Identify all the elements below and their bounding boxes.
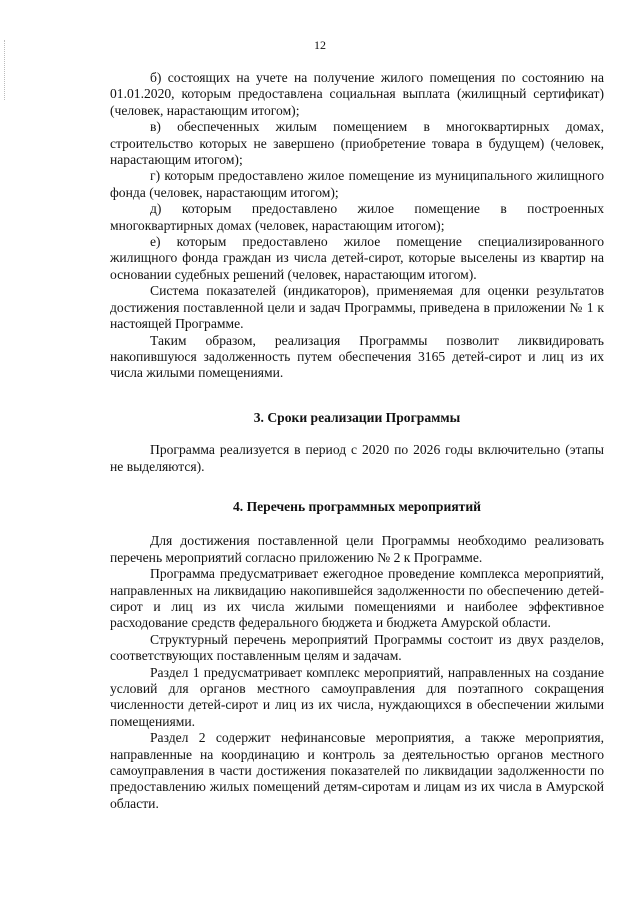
document-body (110, 70, 604, 812)
section-4-paragraph-4: Раздел 1 предусматривает комплекс мероприятий, направленных на создание условий для органов местного самоуправления для поэтапного сокращения численности детей-сирот и лиц из их числа, нуждающихся в обеспечении жилыми помещениями. (110, 664, 604, 729)
page-number: 12 (314, 38, 326, 52)
section-3-text: Программа реализуется в период с 2020 по 2026 годы включительно (этапы не выделяются). (110, 442, 604, 474)
section-4-paragraph-5: Раздел 2 содержит нефинансовые мероприятия, а также мероприятия, направленные на координацию и контроль за деятельностью органов местного самоуправления в части достижения показателей по ликвидации задолженности по предоставлению жилых помещений детям-сиротам и лицам из их числа в Амурской области. (110, 730, 604, 811)
section-4-paragraph-3: Структурный перечень мероприятий Программы состоит из двух разделов, соответствующих поставленным целям и задачам. (110, 631, 604, 664)
paragraph-v: в) обеспеченных жилым помещением в многоквартирных домах, строительство которых не завершено (приобретение товара в будущем) (человек, нарастающим итогом); (110, 119, 604, 168)
section-4-paragraph-1: Для достижения поставленной цели Программы необходимо реализовать перечень мероприятий согласно приложению № 2 к Программе. (110, 533, 604, 565)
paragraph-b: б) состоящих на учете на получение жилого помещения по состоянию на 01.01.2020, которым предоставлена социальная выплата (жилищный сертификат) (человек, нарастающим итогом); (110, 70, 604, 118)
paragraph-indicators: Система показателей (индикаторов), применяемая для оценки результатов достижения поставленной цели и задач Программы, приведена в приложении № 1 к настоящей Программе. (110, 283, 604, 332)
paragraph-d: д) которым предоставлено жилое помещение в построенных многоквартирных домах (человек, нарастающим итогом); (110, 201, 604, 233)
section-4-heading: 4. Перечень программных мероприятий (232, 498, 482, 514)
paragraph-e: е) которым предоставлено жилое помещение специализированного жилищного фонда граждан из числа детей-сирот, которые выселены из квартир на основании судебных решений (человек, нарастающим итогом). (110, 234, 604, 282)
paragraph-g: г) которым предоставлено жилое помещение из муниципального жилищного фонда (человек, нарастающим итогом); (110, 168, 604, 200)
section-4-paragraph-2: Программа предусматривает ежегодное проведение комплекса мероприятий, направленных на ликвидацию накопившейся задолженности по обеспечению детей-сирот и лиц из их числа жилыми помещениями и наиболее эффективное расходование средств федерального бюджета и бюджета Амурской области. (110, 566, 604, 631)
paragraph-conclusion: Таким образом, реализация Программы позволит ликвидировать накопившуюся задолженность путем обеспечения 3165 детей-сирот и лиц из их числа жилыми помещениями. (110, 332, 604, 381)
section-3-heading: 3. Сроки реализации Программы (253, 409, 461, 425)
